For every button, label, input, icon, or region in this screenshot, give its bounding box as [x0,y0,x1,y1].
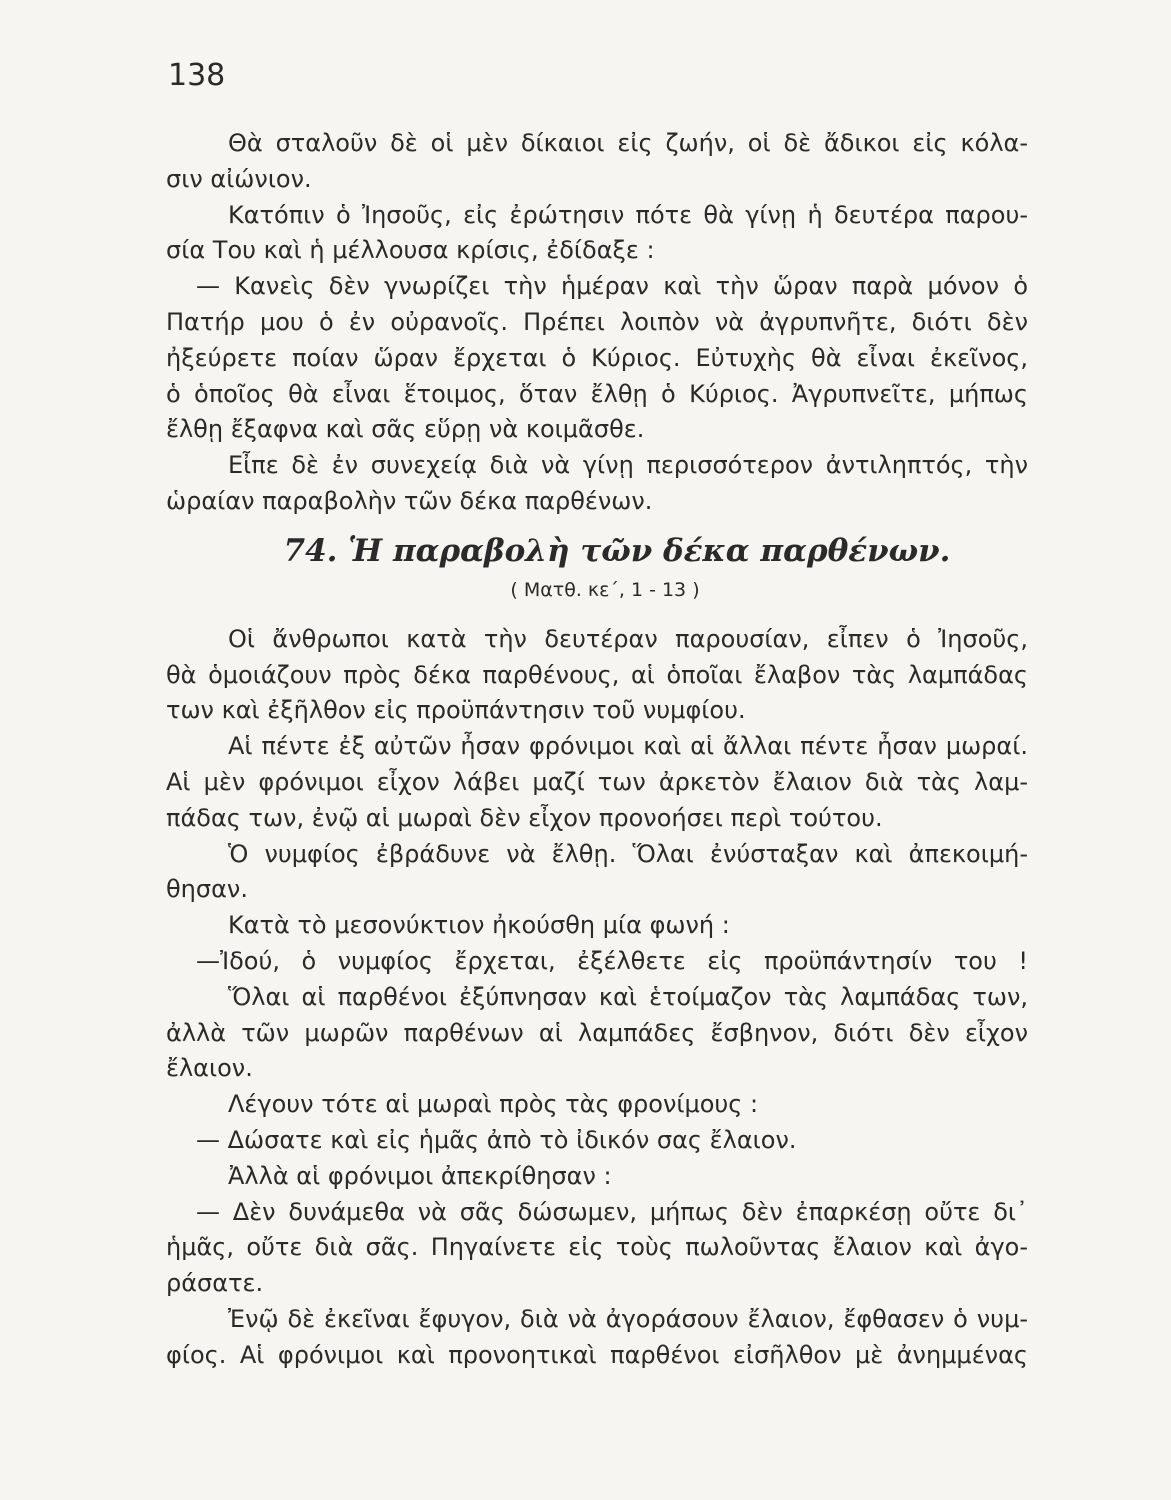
text-line: Αἱ μὲν φρόνιμοι εἶχον λάβει μαζί των ἀρκετὸν ἔλαιον διὰ τὰς λαμ- [166,767,1028,796]
text-line: Ὁ νυμφίος ἐβράδυνε νὰ ἔλθῃ. Ὅλαι ἐνύσταξαν καὶ ἀπεκοιμή- [228,839,1028,868]
text-line: Κατὰ τὸ μεσονύκτιον ἠκούσθη μία φωνή : [228,911,730,940]
text-line: — Κανεὶς δὲν γνωρίζει τὴν ἡμέραν καὶ τὴν ὥραν παρὰ μόνον ὁ [196,272,1028,301]
scripture-reference: ( Ματθ. κε΄, 1 - 13 ) [510,578,700,601]
text-line: θὰ ὁμοιάζουν πρὸς δέκα παρθένους, αἱ ὁποῖαι ἔλαβον τὰς λαμπάδας [166,660,1028,689]
text-line: φίος. Αἱ φρόνιμοι καὶ προνοητικαὶ παρθένοι εἰσῆλθον μὲ ἀνημμένας [166,1340,1028,1369]
text-line: Πατήρ μου ὁ ἐν οὐρανοῖς. Πρέπει λοιπὸν νὰ ἀγρυπνῆτε, διότι δὲν [166,307,1028,336]
text-line: ἔλαιον. [166,1054,253,1083]
text-line: Αἱ πέντε ἐξ αὐτῶν ἦσαν φρόνιμοι καὶ αἱ ἄλλαι πέντε ἦσαν μωραί. [228,732,1028,761]
text-line: —Ἰδού, ὁ νυμφίος ἔρχεται, ἐξέλθετε εἰς προϋπάντησίν του ! [196,946,1028,975]
text-line: Οἱ ἄνθρωποι κατὰ τὴν δευτέραν παρουσίαν, εἶπεν ὁ Ἰησοῦς, [228,624,1028,653]
text-line: — Δώσατε καὶ εἰς ἡμᾶς ἀπὸ τὸ ἰδικόν σας ἔλαιον. [196,1125,797,1154]
paragraphs-before-heading [166,126,1028,520]
text-line: — Δὲν δυνάμεθα νὰ σᾶς δώσωμεν, μήπως δὲν ἐπαρκέσῃ οὔτε δι᾽ [196,1197,1028,1226]
body-text [166,126,1028,1374]
text-line: ὁ ὁποῖος θὰ εἶναι ἕτοιμος, ὅταν ἔλθῃ ὁ Κύριος. Ἀγρυπνεῖτε, μήπως [166,379,1028,408]
text-line: θησαν. [166,875,248,904]
text-line: ἡμᾶς, οὔτε διὰ σᾶς. Πηγαίνετε εἰς τοὺς πωλοῦντας ἔλαιον καὶ ἀγο- [166,1233,1028,1262]
text-line: ὡραίαν παραβολὴν τῶν δέκα παρθένων. [166,486,653,515]
text-line: Ὅλαι αἱ παρθένοι ἐξύπνησαν καὶ ἑτοίμαζον τὰς λαμπάδας των, [228,982,1028,1011]
text-line: ἀλλὰ τῶν μωρῶν παρθένων αἱ λαμπάδες ἔσβηνον, διότι δὲν εἶχον [166,1018,1028,1047]
text-line: σία Του καὶ ἡ μέλλουσα κρίσις, ἐδίδαξε : [166,236,655,265]
text-line: Ἀλλὰ αἱ φρόνιμοι ἀπεκρίθησαν : [228,1161,612,1190]
text-line: Εἶπε δὲ ἐν συνεχείᾳ διὰ νὰ γίνῃ περισσότερον ἀντιληπτός, τὴν [228,451,1028,480]
paragraphs-after-heading [166,622,1028,1374]
page-number: 138 [168,58,226,93]
text-line: Λέγουν τότε αἱ μωραὶ πρὸς τὰς φρονίμους : [228,1090,759,1119]
text-line: σιν αἰώνιον. [166,164,312,193]
text-line: Ἐνῷ δὲ ἐκεῖναι ἔφυγον, διὰ νὰ ἀγοράσουν ἔλαιον, ἔφθασεν ὁ νυμ- [228,1304,1028,1333]
text-line: πάδας των, ἐνῷ αἱ μωραὶ δὲν εἶχον προνοήσει περὶ τούτου. [166,803,883,832]
text-line: Θὰ σταλοῦν δὲ οἱ μὲν δίκαιοι εἰς ζωήν, οἱ δὲ ἄδικοι εἰς κόλα- [228,129,1028,157]
text-line: ἠξεύρετε ποίαν ὥραν ἔρχεται ὁ Κύριος. Εὐτυχὴς θὰ εἶναι ἐκεῖνος, [166,343,1028,372]
text-line: των καὶ ἐξῆλθον εἰς προϋπάντησιν τοῦ νυμφίου. [166,696,746,725]
text-line: ράσατε. [166,1269,264,1298]
text-line: ἔλθῃ ἔξαφνα καὶ σᾶς εὕρῃ νὰ κοιμᾶσθε. [166,415,645,444]
text-line: Κατόπιν ὁ Ἰησοῦς, εἰς ἐρώτησιν πότε θὰ γίνῃ ἡ δευτέρα παρου- [228,200,1028,229]
section-heading: 74. Ἡ παραβολὴ τῶν δέκα παρθένων. [283,532,951,569]
